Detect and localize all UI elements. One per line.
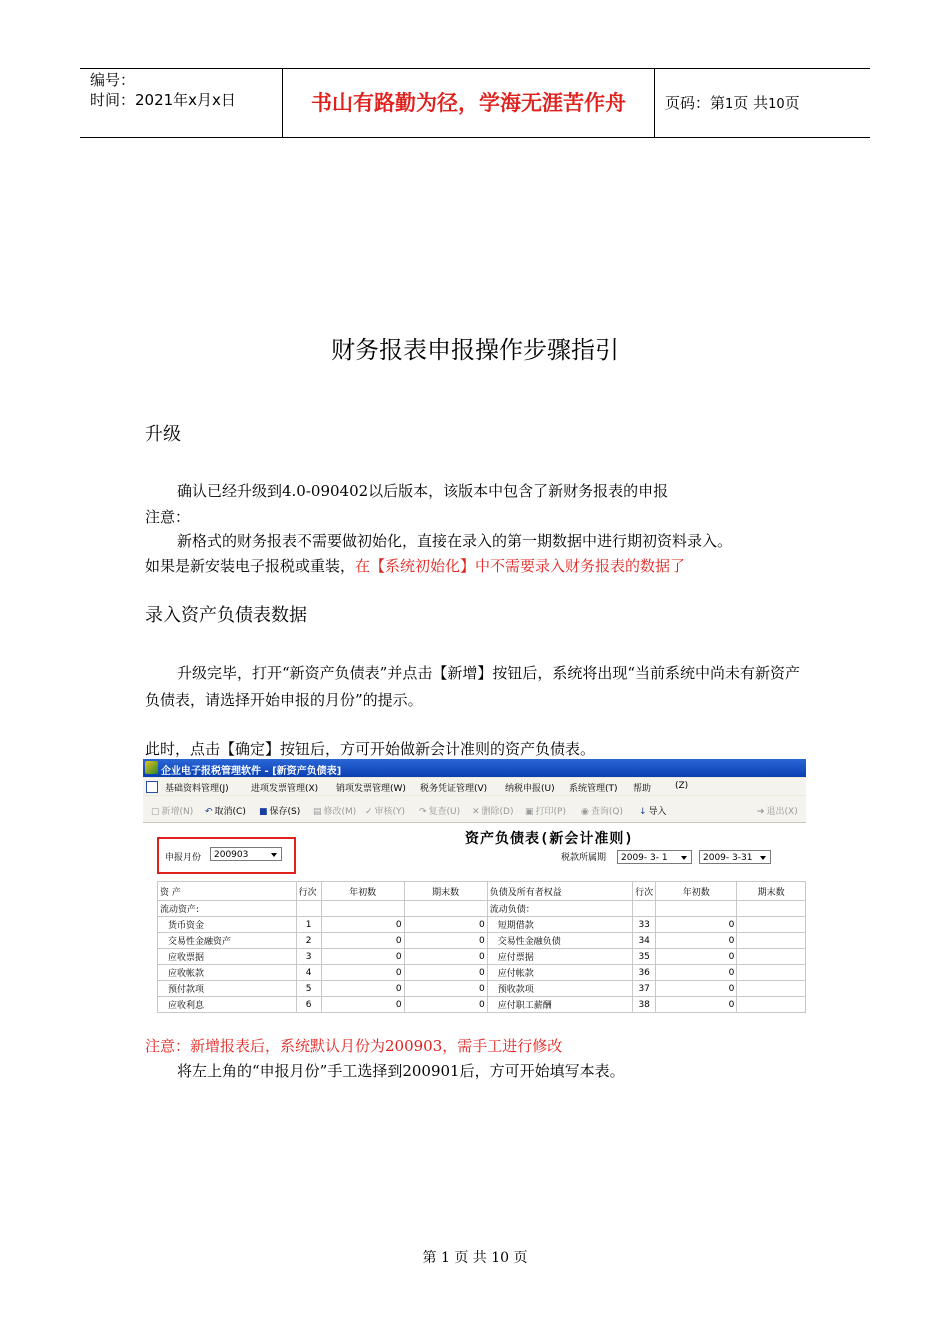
header-meta: [80, 69, 283, 137]
liability-begin-input[interactable]: 0: [656, 997, 737, 1013]
table-row: [158, 933, 806, 949]
printer-icon: ▣: [525, 807, 534, 817]
reaudit-button[interactable]: ↷ 复查(U): [419, 807, 461, 817]
cancel-button[interactable]: ↶ 取消(C): [205, 807, 246, 817]
dropdown-arrow-icon: [681, 856, 687, 860]
dropdown-arrow-icon: [760, 856, 766, 860]
menu-bar: [143, 778, 806, 795]
col-row: 行次: [296, 882, 321, 901]
liability-row-no: 36: [633, 965, 656, 981]
redo-icon: ↷: [419, 807, 427, 817]
table-row: [158, 917, 806, 933]
undo-icon: ↶: [205, 807, 213, 817]
dropdown-arrow-icon: [271, 853, 277, 857]
asset-row-no: 3: [296, 949, 321, 965]
asset-row-no: 5: [296, 981, 321, 997]
col-liabilities: 负债及所有者权益: [487, 882, 632, 901]
page-suffix: 页: [784, 94, 800, 112]
note-label: 注意：: [145, 508, 191, 526]
footer-prefix: 第: [422, 1250, 437, 1266]
asset-end-input[interactable]: 0: [404, 981, 487, 997]
liability-begin-input[interactable]: 0: [656, 949, 737, 965]
liability-end-input[interactable]: [737, 997, 806, 1013]
liability-end-input[interactable]: [737, 949, 806, 965]
menu-help[interactable]: 帮助: [633, 784, 652, 794]
asset-name: 应收利息: [158, 997, 297, 1013]
menu-system[interactable]: 系统管理(T): [569, 784, 618, 794]
page-total: 10: [768, 97, 785, 112]
new-doc-icon: ▢: [151, 807, 160, 817]
liability-row-no: 34: [633, 933, 656, 949]
col-end: 期末数: [404, 882, 487, 901]
upgrade-paragraph-3: [145, 553, 810, 579]
footer-mid: 页 共: [454, 1250, 487, 1266]
audit-button[interactable]: ✓ 审核(Y): [365, 807, 406, 817]
footer-page-num: 1: [440, 1250, 450, 1266]
page-header: [80, 68, 870, 138]
asset-row-no: 2: [296, 933, 321, 949]
liability-begin-input[interactable]: 0: [656, 981, 737, 997]
menu-output-invoice[interactable]: 销项发票管理(W): [336, 784, 406, 794]
liability-name: 短期借款: [487, 917, 632, 933]
menu-tax-declaration[interactable]: 纳税申报(U): [505, 784, 555, 794]
asset-begin-input[interactable]: 0: [321, 949, 404, 965]
report-title: 资产负债表(新会计准则): [465, 831, 634, 847]
col-row-2: 行次: [633, 882, 656, 901]
asset-row-no: 1: [296, 917, 321, 933]
asset-end-input[interactable]: 0: [404, 917, 487, 933]
liability-end-input[interactable]: [737, 917, 806, 933]
section-current-liabilities: 流动负债：: [487, 901, 632, 917]
exit-button[interactable]: ➔ 退出(X): [757, 807, 798, 817]
menu-tax-voucher[interactable]: 税务凭证管理(V): [420, 784, 488, 794]
liability-begin-input[interactable]: 0: [656, 917, 737, 933]
delete-icon: ✕: [472, 807, 480, 817]
heading-upgrade: 升级: [145, 424, 181, 445]
arrow-down-icon: ↓: [639, 807, 647, 817]
table-row: [158, 997, 806, 1013]
asset-name: 预付款项: [158, 981, 297, 997]
liability-begin-input[interactable]: 0: [656, 933, 737, 949]
asset-row-no: 4: [296, 965, 321, 981]
period-start-select[interactable]: [617, 850, 692, 864]
month-highlight-box: [157, 837, 296, 874]
liability-row-no: 33: [633, 917, 656, 933]
asset-begin-input[interactable]: 0: [321, 981, 404, 997]
menu-extra[interactable]: (Z): [675, 781, 689, 791]
liability-name: 应付帐款: [487, 965, 632, 981]
asset-end-input[interactable]: 0: [404, 997, 487, 1013]
window-title: 企业电子报税管理软件 - [新资产负债表]: [161, 766, 342, 777]
liability-row-no: 38: [633, 997, 656, 1013]
menu-input-invoice[interactable]: 进项发票管理(X): [251, 784, 319, 794]
liability-end-input[interactable]: [737, 965, 806, 981]
save-icon: ■: [259, 807, 268, 817]
month-select[interactable]: [210, 847, 282, 861]
software-screenshot: [143, 759, 806, 1026]
upgrade-p3-text: 如果是新安装电子报税或重装，: [145, 557, 356, 575]
binoculars-icon: ◉: [581, 807, 589, 817]
liability-name: 应付票据: [487, 949, 632, 965]
import-button[interactable]: ↓ 导入: [639, 807, 667, 817]
heading-balance-sheet: 录入资产负债表数据: [145, 605, 307, 626]
period-label: 税款所属期: [561, 853, 607, 863]
asset-end-input[interactable]: 0: [404, 933, 487, 949]
period-start-value: 2009- 3- 1: [621, 853, 668, 863]
exit-arrow-icon: ➔: [757, 807, 765, 817]
table-section-row: [158, 901, 806, 917]
asset-begin-input[interactable]: 0: [321, 997, 404, 1013]
balance-paragraph-2: 此时，点击【确定】按钮后，方可开始做新会计准则的资产负债表。: [145, 740, 596, 758]
report-form: [143, 823, 806, 1026]
asset-begin-input[interactable]: 0: [321, 965, 404, 981]
col-begin: 年初数: [321, 882, 404, 901]
table-row: [158, 965, 806, 981]
liability-begin-input[interactable]: 0: [656, 965, 737, 981]
asset-name: 应收票据: [158, 949, 297, 965]
balance-paragraph-1: 升级完毕，打开“新资产负债表”并点击【新增】按钮后，系统将出现“当前系统中尚未有新资产负债表，请选择开始申报的月份”的提示。: [145, 664, 801, 709]
app-logo-icon: [145, 761, 158, 774]
period-end-select[interactable]: [699, 850, 771, 864]
page-num: 1: [725, 97, 734, 112]
period-end-value: 2009- 3-31: [703, 853, 753, 863]
liability-end-input[interactable]: [737, 981, 806, 997]
section-current-assets: 流动资产:: [158, 901, 297, 917]
upgrade-p3-red-text: 在【系统初始化】中不需要录入财务报表的数据了: [355, 557, 686, 575]
modify-button[interactable]: ▤ 修改(M): [313, 807, 357, 817]
header-motto: 书山有路勤为径，学海无涯苦作舟: [283, 69, 655, 137]
month-label: 申报月份: [165, 853, 202, 863]
asset-name: 交易性金融资产: [158, 933, 297, 949]
doc-code-label: 编号：: [90, 71, 136, 89]
edit-icon: ▤: [313, 807, 322, 817]
table-row: [158, 981, 806, 997]
final-paragraph: 将左上角的“申报月份”手工选择到200901后，方可开始填写本表。: [177, 1062, 625, 1080]
query-button[interactable]: ◉ 查询(Q): [581, 807, 623, 817]
liability-name: 应付职工薪酬: [487, 997, 632, 1013]
delete-button[interactable]: ✕ 删除(D): [472, 807, 514, 817]
asset-name: 货币资金: [158, 917, 297, 933]
liability-row-no: 35: [633, 949, 656, 965]
balance-sheet-table: [157, 881, 806, 1013]
page-prefix: 页码：第: [665, 94, 726, 112]
month-value: 200903: [214, 850, 249, 860]
document-title: 财务报表申报操作步骤指引: [331, 336, 619, 364]
asset-end-input[interactable]: 0: [404, 949, 487, 965]
doc-time-label: 时间：2021年x月x日: [90, 91, 236, 109]
liability-row-no: 37: [633, 981, 656, 997]
document-icon: [146, 781, 158, 793]
asset-end-input[interactable]: 0: [404, 965, 487, 981]
check-icon: ✓: [365, 807, 373, 817]
footer-suffix: 页: [513, 1250, 528, 1266]
asset-name: 应收帐款: [158, 965, 297, 981]
liability-name: 预收款项: [487, 981, 632, 997]
upgrade-paragraph-1: 确认已经升级到4.0-090402以后版本，该版本中包含了新财务报表的申报: [177, 482, 669, 500]
asset-begin-input[interactable]: 0: [321, 917, 404, 933]
note-default-month: 注意：新增报表后，系统默认月份为200903，需手工进行修改: [145, 1037, 563, 1055]
header-page-number: [665, 69, 870, 137]
toolbar: [143, 796, 806, 823]
footer-total: 10: [491, 1250, 510, 1266]
table-header-row: [158, 882, 806, 901]
save-button[interactable]: ■ 保存(S): [259, 807, 301, 817]
menu-basic-data[interactable]: 基础资料管理(J): [165, 784, 229, 794]
upgrade-paragraph-2: 新格式的财务报表不需要做初始化，直接在录入的第一期数据中进行期初资料录入。: [177, 532, 733, 550]
col-end-2: 期末数: [737, 882, 806, 901]
new-button[interactable]: ▢ 新增(N): [151, 807, 194, 817]
window-titlebar: [143, 759, 806, 777]
page-footer: [0, 1247, 950, 1267]
asset-begin-input[interactable]: 0: [321, 933, 404, 949]
asset-row-no: 6: [296, 997, 321, 1013]
liability-name: 交易性金融负债: [487, 933, 632, 949]
table-row: [158, 949, 806, 965]
col-begin-2: 年初数: [656, 882, 737, 901]
page-mid: 页 共: [733, 94, 769, 112]
print-button[interactable]: ▣ 打印(P): [525, 807, 566, 817]
liability-end-input[interactable]: [737, 933, 806, 949]
col-asset: 资 产: [158, 882, 297, 901]
